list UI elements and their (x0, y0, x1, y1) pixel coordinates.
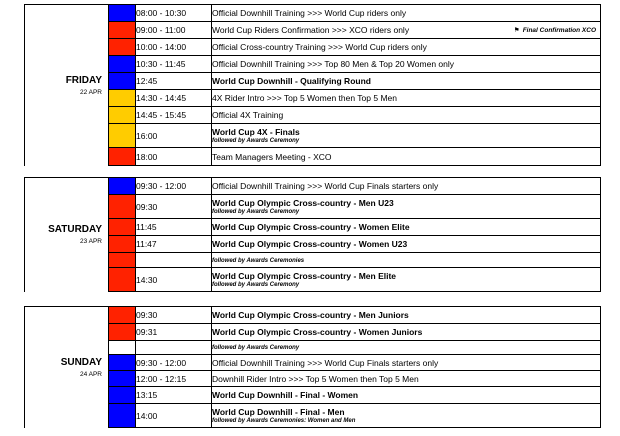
event (212, 90, 601, 107)
time: 10:30 - 11:45 (136, 56, 212, 73)
event (212, 307, 601, 324)
event (212, 253, 601, 268)
event-title: Official Downhill Training >>> World Cup Finals starters only (212, 181, 439, 191)
event-title: Official Cross-country Training >>> World Cup riders only (212, 42, 427, 52)
table-row (25, 268, 601, 292)
color-code (109, 371, 136, 387)
event (212, 341, 601, 355)
time (136, 253, 212, 268)
day-date: 24 APR (79, 370, 102, 378)
event-title: 4X Rider Intro >>> Top 5 Women then Top 5 Men (212, 93, 397, 103)
event (212, 148, 601, 166)
time: 09:30 - 12:00 (136, 355, 212, 371)
event-title: World Cup Olympic Cross-country - Men U23 (212, 198, 394, 208)
time: 09:30 (136, 195, 212, 219)
event (212, 107, 601, 124)
table-row (25, 39, 601, 56)
day-name: FRIDAY (65, 74, 102, 86)
event-title: Team Managers Meeting - XCO (212, 151, 332, 162)
event (212, 355, 601, 371)
time: 12:00 - 12:15 (136, 371, 212, 387)
event (212, 404, 601, 428)
color-code (109, 148, 136, 166)
rider-icon: ⚑ (513, 27, 520, 34)
color-code (109, 236, 136, 253)
color-code (109, 307, 136, 324)
event (212, 268, 601, 292)
event (212, 22, 601, 39)
color-code (109, 341, 136, 355)
color-code (109, 404, 136, 428)
time: 11:45 (136, 219, 212, 236)
table-row (25, 107, 601, 124)
day-name: SUNDAY (60, 356, 102, 368)
event-title: World Cup Olympic Cross-country - Women U23 (212, 239, 408, 249)
color-code (109, 178, 136, 195)
color-code (109, 73, 136, 90)
day-date: 22 APR (79, 88, 102, 96)
event-title: World Cup Downhill - Final - Women (212, 390, 359, 400)
day-cell (25, 5, 109, 166)
time: 16:00 (136, 124, 212, 148)
color-code (109, 90, 136, 107)
time: 09:31 (136, 324, 212, 341)
table-row (25, 148, 601, 166)
event (212, 73, 601, 90)
event (212, 371, 601, 387)
time: 12:45 (136, 73, 212, 90)
color-code (109, 355, 136, 371)
event-subtitle: followed by Awards Ceremonies (212, 257, 305, 264)
table-row (25, 253, 601, 268)
event (212, 236, 601, 253)
event (212, 5, 601, 22)
table-row (25, 5, 601, 22)
day-name: SATURDAY (48, 224, 102, 236)
table-row (25, 341, 601, 355)
event-title: World Cup 4X - Finals (212, 127, 300, 137)
event (212, 324, 601, 341)
day-cell (25, 178, 109, 292)
table-row (25, 324, 601, 341)
table-row (25, 56, 601, 73)
time: 14:30 (136, 268, 212, 292)
schedule-saturday (24, 177, 601, 292)
event-subtitle: followed by Awards Ceremonies: Women and Men (212, 418, 356, 424)
schedule-sunday (24, 306, 601, 428)
time: 11:47 (136, 236, 212, 253)
event (212, 178, 601, 195)
day-cell (25, 307, 109, 428)
event-title: World Cup Olympic Cross-country - Women Elite (212, 222, 410, 232)
event-title: World Cup Olympic Cross-country - Men Elite (212, 271, 397, 281)
time: 09:00 - 11:00 (136, 22, 212, 39)
color-code (109, 5, 136, 22)
color-code (109, 195, 136, 219)
table-row (25, 371, 601, 387)
event (212, 195, 601, 219)
event-title: Official 4X Training (212, 110, 284, 120)
time: 13:15 (136, 387, 212, 404)
table-row (25, 22, 601, 39)
table-row (25, 387, 601, 404)
event (212, 56, 601, 73)
event (212, 124, 601, 148)
table-row (25, 90, 601, 107)
table-row (25, 307, 601, 324)
event-title: World Cup Olympic Cross-country - Men Juniors (212, 310, 409, 320)
event-subtitle: followed by Awards Ceremony (212, 209, 300, 215)
event-title: Official Downhill Training >>> World Cup Finals starters only (212, 357, 439, 368)
event (212, 39, 601, 56)
color-code (109, 387, 136, 404)
event-title: Official Downhill Training >>> World Cup riders only (212, 8, 407, 18)
event-subtitle: followed by Awards Ceremony (212, 345, 300, 351)
table-row (25, 195, 601, 219)
time (136, 341, 212, 355)
color-code (109, 219, 136, 236)
event-title: Official Downhill Training >>> Top 80 Men & Top 20 Women only (212, 59, 454, 69)
color-code (109, 124, 136, 148)
color-code (109, 253, 136, 268)
event-subtitle: followed by Awards Ceremony (212, 282, 300, 288)
time: 14:00 (136, 404, 212, 428)
event-title: World Cup Riders Confirmation >>> XCO riders only (212, 25, 410, 35)
color-code (109, 39, 136, 56)
time: 14:45 - 15:45 (136, 107, 212, 124)
event-subtitle: followed by Awards Ceremony (212, 138, 300, 144)
note (514, 26, 596, 34)
time: 09:30 (136, 307, 212, 324)
table-row (25, 178, 601, 195)
time: 09:30 - 12:00 (136, 178, 212, 195)
table-row (25, 236, 601, 253)
color-code (109, 107, 136, 124)
time: 10:00 - 14:00 (136, 39, 212, 56)
table-row (25, 355, 601, 371)
table-row (25, 124, 601, 148)
color-code (109, 324, 136, 341)
event (212, 219, 601, 236)
schedule-friday (24, 4, 601, 166)
table-row (25, 73, 601, 90)
event-title: World Cup Downhill - Final - Men (212, 407, 345, 417)
color-code (109, 22, 136, 39)
table-row (25, 219, 601, 236)
time: 08:00 - 10:30 (136, 5, 212, 22)
day-date: 23 APR (79, 238, 102, 246)
note-text: Final Confirmation XCO (522, 27, 596, 34)
color-code (109, 56, 136, 73)
time: 18:00 (136, 148, 212, 166)
color-code (109, 268, 136, 292)
event-title: World Cup Downhill - Qualifying Round (212, 76, 371, 86)
time: 14:30 - 14:45 (136, 90, 212, 107)
table-row (25, 404, 601, 428)
event-title: Downhill Rider Intro >>> Top 5 Women then Top 5 Men (212, 373, 419, 384)
event-title: World Cup Olympic Cross-country - Women Juniors (212, 327, 423, 337)
event (212, 387, 601, 404)
